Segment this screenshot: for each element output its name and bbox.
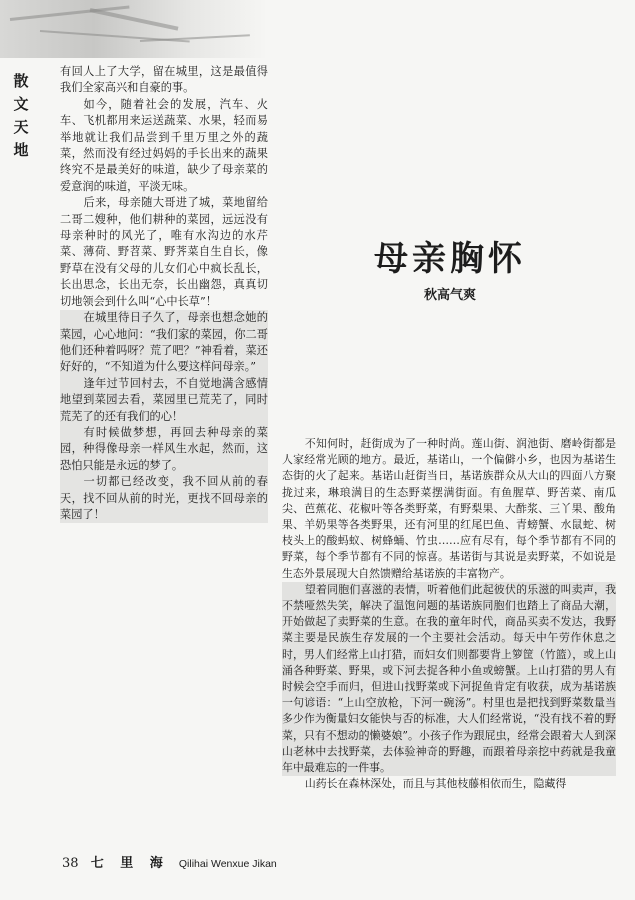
page-number: 38	[62, 856, 79, 871]
section-label-char: 地	[13, 141, 29, 159]
left-paragraph-5: 有时候做梦想，再回去种母亲的菜园，种得像母亲一样风生水起，然而，这恐怕只能是永远的梦了。	[60, 425, 268, 474]
section-label-char: 散	[13, 72, 29, 90]
left-paragraph-1: 如今，随着社会的发展，汽车、火车、飞机都用来运送蔬菜、水果，轻而易举地就让我们品尝到千里万里之外的蔬菜，然而没有经过妈妈的手长出来的蔬果终究不是最美好的味道，缺少了母亲菜的爱意润的味道，平淡无味。	[60, 97, 268, 193]
left-paragraph-4: 逢年过节回村去，不自觉地满含感情地望到菜园去看，菜园里已荒芜了，同时荒芜了的还有我们的心！	[60, 376, 268, 425]
article-paragraph-2: 山药长在森林深处，而且与其他枝藤相依而生，隐藏得	[304, 777, 567, 791]
left-paragraph-6: 一切都已经改变，我不回从前的春天，找不回从前的时光，更找不回母亲的菜园了！	[60, 474, 268, 523]
article-author: 秋高气爽	[423, 288, 476, 303]
corner-ink-painting	[0, 0, 268, 58]
article-body	[282, 436, 616, 792]
section-label	[10, 70, 32, 162]
article-title: 母亲胸怀	[374, 239, 526, 279]
section-label-char: 天	[13, 118, 29, 136]
magazine-name-en: Qilihai Wenxue Jikan	[178, 858, 277, 870]
previous-article-column	[60, 64, 268, 523]
magazine-name: 七 里 海	[90, 856, 169, 871]
article-paragraph-0: 不知何时，赶街成为了一种时尚。莲山街、润池街、磨岭街都是人家经常光顾的地方。最近，基诺山，一个偏僻小乡，也因为基诺生态街的火了起来。基诺山赶街当日，基诺族群众从大山的四面八方聚拢过来，琳琅满目的生态野菜摆满街面。有鱼腥草、野苦菜、南瓜尖、芭蕉花、花椒叶等各类野菜，有野梨果、大酢浆、三丫果、酸角果、羊奶果等各类野果，还有河里的红尾巴鱼、青螃蟹、水鼠蛇、树枝头上的酸蚂蚁、树蜂蛹、竹虫……应有尽有，每个季节都有不同的野菜，每个季节都有不同的惊喜。基诺街与其说是卖野菜，不如说是生态外景展现大自然馈赠给基诺族的丰富物产。	[282, 437, 616, 580]
left-paragraph-0: 有回人上了大学，留在城里，这是最值得我们全家高兴和自豪的事。	[60, 65, 268, 95]
left-paragraph-3: 在城里待日子久了，母亲也想念她的菜园，心心地问：“我们家的菜园，你二哥他们还种着吗呀？荒了吧？”神看着，菜还好好的，“不知道为什么要这样问母亲。”	[60, 310, 268, 376]
page-footer	[62, 856, 362, 872]
article-paragraph-1: 望着同胞们喜滋的表情，听着他们此起彼伏的乐滋的叫卖声，我不禁哑然失笑，解决了温饱问题的基诺族同胞们也踏上了商品大潮，开始做起了卖野菜的生意。在我的童年时代，商品买卖不发达，我野菜主要是民族生存发展的一个主要社会活动。每天中午劳作休息之时，男人们经常上山打猎，而妇女们则都要背上箩筐（竹篮），或上山涌各种野菜、野果，或下河去捉各种小鱼或螃蟹。上山打猎的男人有时候会空手而归，但进山找野菜或下河捉鱼肯定有收获，成为基诺族一句谚语：“上山空放枪，下河一碗汤”。村里也是把找到野菜数量当多少作为衡量妇女能快与否的标准，大人们经常说，“没有找不着的野菜，只有不想动的懒婆娘”。小孩子作为跟屁虫，经常会跟着大人到深山老林中去找野菜，去体验神奇的野趣，而跟着母亲挖中药就是我童年中最难忘的一件事。	[282, 582, 616, 776]
section-label-char: 文	[13, 95, 29, 113]
left-paragraph-2: 后来，母亲随大哥进了城，菜地留给二哥二嫂种，他们耕种的菜园，远远没有母亲种时的风光了，唯有水沟边的水芹菜、薄荷、野苕菜、野荠菜自生自长，像野草在没有父母的儿女们心中疯长乱长，长出思念，长出无奈，长出幽怨，真真切切地领会到什么叫“心中长草”！	[60, 196, 268, 308]
